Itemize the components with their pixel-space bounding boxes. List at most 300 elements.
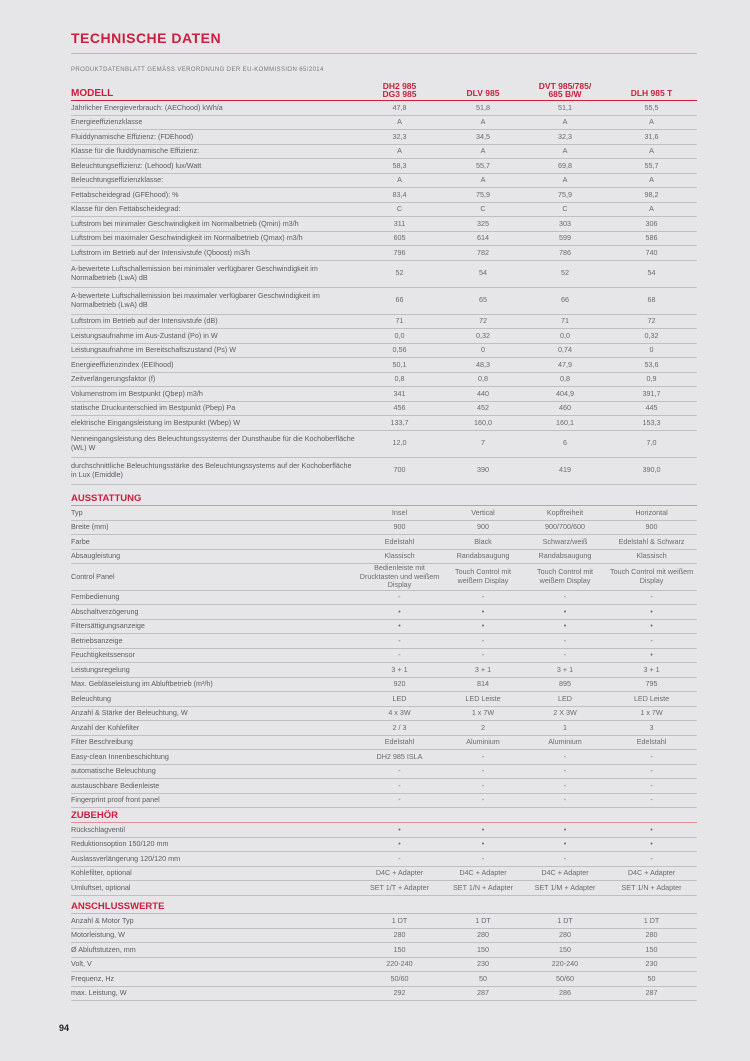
row-label: Absaugleistung [71, 549, 357, 564]
table-row [71, 549, 697, 564]
row-value: A [357, 144, 442, 159]
row-value: C [357, 202, 442, 217]
table-row [71, 358, 697, 373]
table-row [71, 663, 697, 678]
row-label: Typ [71, 506, 357, 521]
row-label: A-bewertete Luftschallemission bei minimaler verfügbarer Geschwindigkeit im Normalbetrieb (LwA) dB [71, 260, 357, 287]
row-value: 50/60 [524, 972, 606, 987]
table-row [71, 520, 697, 535]
table-row [71, 387, 697, 402]
section-header-row [71, 899, 697, 914]
row-value: - [606, 590, 697, 605]
section-title-anschlusswerte: ANSCHLUSSWERTE [71, 899, 697, 914]
row-value: 292 [357, 986, 442, 1001]
row-value: C [442, 202, 524, 217]
row-value: D4C + Adapter [357, 866, 442, 881]
table-row [71, 115, 697, 130]
row-value: 160,1 [524, 416, 606, 431]
row-value: 586 [606, 231, 697, 246]
row-label: automatische Beleuchtung [71, 764, 357, 779]
row-value: 230 [606, 957, 697, 972]
row-value: 1 [524, 721, 606, 736]
row-label: Reduktionsoption 150/120 mm [71, 837, 357, 852]
table-row [71, 677, 697, 692]
row-value: 700 [357, 457, 442, 484]
row-value: 900 [357, 520, 442, 535]
row-value: 75,9 [524, 188, 606, 203]
row-label: Volumenstrom im Bestpunkt (Qbep) m3/h [71, 387, 357, 402]
table-row [71, 144, 697, 159]
table-row [71, 343, 697, 358]
row-value: 456 [357, 401, 442, 416]
model-name-line: DLV 985 [466, 88, 500, 98]
row-value: 66 [357, 287, 442, 314]
row-value: - [357, 634, 442, 649]
row-value: 71 [524, 314, 606, 329]
row-value: 599 [524, 231, 606, 246]
row-label: Breite (mm) [71, 520, 357, 535]
row-value: 69,8 [524, 159, 606, 174]
modell-table [71, 82, 697, 485]
row-value: DH2 985 ISLA [357, 750, 442, 765]
row-value: Aluminium [524, 735, 606, 750]
row-label: Klasse für die fluiddynamische Effizienz: [71, 144, 357, 159]
row-value: Edelstahl & Schwarz [606, 535, 697, 550]
row-label: Filtersättigungsanzeige [71, 619, 357, 634]
row-value: Touch Control mit weißem Display [606, 564, 697, 591]
table-row [71, 401, 697, 416]
row-value: - [524, 750, 606, 765]
row-value: Horizontal [606, 506, 697, 521]
model-column-header [442, 82, 524, 101]
table-row [71, 957, 697, 972]
row-value: 0,32 [606, 329, 697, 344]
row-label: Farbe [71, 535, 357, 550]
row-value: 814 [442, 677, 524, 692]
model-name-line: DH2 985 [382, 81, 417, 91]
row-label: Volt, V [71, 957, 357, 972]
table-row [71, 590, 697, 605]
row-value: Touch Control mit weißem Display [524, 564, 606, 591]
row-value: 1 x 7W [606, 706, 697, 721]
table-row [71, 287, 697, 314]
section-header-row [71, 808, 697, 823]
row-value: - [606, 779, 697, 794]
row-label: Leistungsaufnahme im Aus-Zustand (Po) in W [71, 329, 357, 344]
section-header-row [71, 491, 697, 506]
table-row [71, 506, 697, 521]
table-row [71, 619, 697, 634]
row-value: Insel [357, 506, 442, 521]
row-value: Edelstahl [357, 535, 442, 550]
row-value: A [524, 173, 606, 188]
row-label: Kohlefilter, optional [71, 866, 357, 881]
row-label: Jährlicher Energieverbrauch: (AEChood) kWh/a [71, 101, 357, 116]
row-value: • [357, 837, 442, 852]
row-value: - [606, 852, 697, 867]
row-value: 795 [606, 677, 697, 692]
row-value: 2 X 3W [524, 706, 606, 721]
row-value: - [442, 764, 524, 779]
row-value: • [357, 823, 442, 838]
model-name-line: DG3 985 [382, 89, 417, 99]
row-value: 75,9 [442, 188, 524, 203]
row-label: Nenneingangsleistung des Beleuchtungssystems der Dunsthaube für die Kochoberfläche (WL) W [71, 430, 357, 457]
row-value: • [442, 619, 524, 634]
row-label: durchschnittliche Beleuchtungsstärke des Beleuchtungssystems auf der Kochoberfläche in Lux (Emiddle) [71, 457, 357, 484]
row-value: 83,4 [357, 188, 442, 203]
row-value: 7,0 [606, 430, 697, 457]
row-value: 782 [442, 246, 524, 261]
row-label: Luftstrom im Betrieb auf der Intensivstufe (dB) [71, 314, 357, 329]
row-value: 280 [442, 928, 524, 943]
row-label: Fernbedienung [71, 590, 357, 605]
row-value: - [606, 634, 697, 649]
row-label: austauschbare Bedienleiste [71, 779, 357, 794]
row-label: Leistungsregelung [71, 663, 357, 678]
row-value: 2 [442, 721, 524, 736]
row-value: 220-240 [357, 957, 442, 972]
row-value: Touch Control mit weißem Display [442, 564, 524, 591]
row-label: Motorleistung, W [71, 928, 357, 943]
table-row [71, 188, 697, 203]
row-value: 390,0 [606, 457, 697, 484]
table-row [71, 564, 697, 591]
row-value: 287 [606, 986, 697, 1001]
row-value: 445 [606, 401, 697, 416]
row-value: 6 [524, 430, 606, 457]
row-label: Auslassverlängerung 120/120 mm [71, 852, 357, 867]
row-value: 614 [442, 231, 524, 246]
row-value: D4C + Adapter [606, 866, 697, 881]
row-value: A [357, 173, 442, 188]
model-header-row [71, 82, 697, 101]
row-value: 3 + 1 [524, 663, 606, 678]
row-value: 341 [357, 387, 442, 402]
row-value: - [606, 750, 697, 765]
row-value: 32,3 [357, 130, 442, 145]
row-value: 303 [524, 217, 606, 232]
row-value: 390 [442, 457, 524, 484]
row-value: 160,0 [442, 416, 524, 431]
row-value: 52 [357, 260, 442, 287]
row-label: Betriebsanzeige [71, 634, 357, 649]
row-value: 2 / 3 [357, 721, 442, 736]
row-value: 286 [524, 986, 606, 1001]
row-value: D4C + Adapter [442, 866, 524, 881]
row-value: • [606, 619, 697, 634]
row-value: A [524, 144, 606, 159]
row-value: 31,6 [606, 130, 697, 145]
row-value: 53,6 [606, 358, 697, 373]
row-label: Frequenz, Hz [71, 972, 357, 987]
row-value: 34,5 [442, 130, 524, 145]
table-row [71, 202, 697, 217]
table-row [71, 706, 697, 721]
row-label: Easy-clean Innenbeschichtung [71, 750, 357, 765]
row-value: 796 [357, 246, 442, 261]
row-label: Energieeffizienzindex (EEIhood) [71, 358, 357, 373]
model-column-header [357, 82, 442, 101]
row-value: 0,8 [442, 372, 524, 387]
row-value: • [606, 837, 697, 852]
table-row [71, 881, 697, 896]
row-value: A [606, 115, 697, 130]
table-row [71, 735, 697, 750]
row-label: elektrische Eingangsleistung im Bestpunkt (Wbep) W [71, 416, 357, 431]
row-value: 306 [606, 217, 697, 232]
row-value: 65 [442, 287, 524, 314]
row-label: Fingerprint proof front panel [71, 793, 357, 808]
row-value: - [442, 779, 524, 794]
row-label: Energieeffizienzklasse [71, 115, 357, 130]
row-value: D4C + Adapter [524, 866, 606, 881]
row-value: 1 x 7W [442, 706, 524, 721]
row-value: C [524, 202, 606, 217]
row-value: 0,0 [524, 329, 606, 344]
row-label: Umluftset, optional [71, 881, 357, 896]
table-row [71, 721, 697, 736]
row-value: 72 [606, 314, 697, 329]
row-value: 55,5 [606, 101, 697, 116]
row-value: 133,7 [357, 416, 442, 431]
row-value: 52 [524, 260, 606, 287]
row-value: 895 [524, 677, 606, 692]
row-label: Anzahl & Motor Typ [71, 914, 357, 929]
table-row [71, 430, 697, 457]
row-value: 0,8 [524, 372, 606, 387]
row-value: - [606, 764, 697, 779]
row-value: 66 [524, 287, 606, 314]
row-value: - [357, 764, 442, 779]
row-value: 150 [524, 943, 606, 958]
row-value: - [524, 764, 606, 779]
row-value: A [442, 173, 524, 188]
row-value: - [524, 852, 606, 867]
row-value: 1 DT [357, 914, 442, 929]
row-label: Anzahl & Stärke der Beleuchtung, W [71, 706, 357, 721]
row-value: Schwarz/weiß [524, 535, 606, 550]
row-value: A [606, 173, 697, 188]
row-value: 153,3 [606, 416, 697, 431]
row-value: • [606, 605, 697, 620]
row-value: 786 [524, 246, 606, 261]
table-row [71, 764, 697, 779]
row-value: LED [357, 692, 442, 707]
row-value: SET 1/N + Adapter [606, 881, 697, 896]
page-subtitle: PRODUKTDATENBLATT GEMÄSS VERORDNUNG DER EU-KOMMISSION 65/2014 [71, 67, 324, 73]
row-value: 51,8 [442, 101, 524, 116]
row-value: 58,3 [357, 159, 442, 174]
row-value: - [524, 648, 606, 663]
row-label: Feuchtigkeitssensor [71, 648, 357, 663]
row-value: 0,56 [357, 343, 442, 358]
row-value: • [442, 837, 524, 852]
row-value: 419 [524, 457, 606, 484]
row-value: Klassisch [606, 549, 697, 564]
table-row [71, 823, 697, 838]
row-value: Randabsaugung [442, 549, 524, 564]
model-name-line: DLH 985 T [630, 88, 673, 98]
row-value: - [357, 852, 442, 867]
row-label: Luftstrom bei minimaler Geschwindigkeit im Normalbetrieb (Qmin) m3/h [71, 217, 357, 232]
model-column-header [606, 82, 697, 101]
row-value: 72 [442, 314, 524, 329]
table-row [71, 779, 697, 794]
page-number: 94 [59, 1023, 70, 1033]
row-label: Beleuchtung [71, 692, 357, 707]
row-value: Edelstahl [357, 735, 442, 750]
row-value: - [442, 852, 524, 867]
row-value: 50 [606, 972, 697, 987]
row-label: statische Druckunterschied im Bestpunkt (Pbep) Pa [71, 401, 357, 416]
table-row [71, 372, 697, 387]
row-value: 452 [442, 401, 524, 416]
row-label: Abschaltverzögerung [71, 605, 357, 620]
row-value: 230 [442, 957, 524, 972]
table-row [71, 260, 697, 287]
table-row [71, 928, 697, 943]
row-value: 0 [442, 343, 524, 358]
row-value: 48,3 [442, 358, 524, 373]
page-title: TECHNISCHE DATEN [71, 30, 222, 46]
row-label: A-bewertete Luftschallemission bei maximaler verfügbarer Geschwindigkeit im Normalbetrieb (LwA) dB [71, 287, 357, 314]
table-row [71, 173, 697, 188]
row-value: SET 1/M + Adapter [524, 881, 606, 896]
row-value: 32,3 [524, 130, 606, 145]
row-label: Luftstrom im Betrieb auf der Intensivstufe (Qboost) m3/h [71, 246, 357, 261]
row-label: Filter Beschreibung [71, 735, 357, 750]
row-value: 1 DT [606, 914, 697, 929]
table-row [71, 943, 697, 958]
row-label: Max. Gebläseleistung im Abluftbetrieb (m³/h) [71, 677, 357, 692]
row-value: 7 [442, 430, 524, 457]
row-value: 460 [524, 401, 606, 416]
row-value: 900 [442, 520, 524, 535]
row-label: Beleuchtungseffizienz: (Lehood) lux/Watt [71, 159, 357, 174]
row-value: 325 [442, 217, 524, 232]
row-label: Luftstrom bei maximaler Geschwindigkeit im Normalbetrieb (Qmax) m3/h [71, 231, 357, 246]
model-column-header [524, 82, 606, 101]
anschlusswerte-table [71, 899, 697, 1001]
row-value: 740 [606, 246, 697, 261]
table-row [71, 416, 697, 431]
row-value: 220-240 [524, 957, 606, 972]
table-row [71, 217, 697, 232]
row-value: 3 + 1 [357, 663, 442, 678]
row-value: 150 [442, 943, 524, 958]
row-value: 605 [357, 231, 442, 246]
row-value: 0,0 [357, 329, 442, 344]
table-row [71, 231, 697, 246]
row-value: 71 [357, 314, 442, 329]
row-value: 12,0 [357, 430, 442, 457]
row-label: Leistungsaufnahme im Bereitschaftszustand (Ps) W [71, 343, 357, 358]
table-row [71, 972, 697, 987]
row-value: • [606, 823, 697, 838]
table-row [71, 648, 697, 663]
row-value: - [357, 779, 442, 794]
row-value: - [357, 648, 442, 663]
row-value: Vertical [442, 506, 524, 521]
row-value: • [357, 619, 442, 634]
table-row [71, 101, 697, 116]
row-label: Ø Abluftstutzen, mm [71, 943, 357, 958]
row-value: 55,7 [442, 159, 524, 174]
row-value: A [606, 202, 697, 217]
row-value: 150 [357, 943, 442, 958]
row-value: A [606, 144, 697, 159]
row-value: Black [442, 535, 524, 550]
row-value: - [606, 793, 697, 808]
row-value: 47,8 [357, 101, 442, 116]
row-label: max. Leistung, W [71, 986, 357, 1001]
table-row [71, 837, 697, 852]
row-value: 311 [357, 217, 442, 232]
row-value: 404,9 [524, 387, 606, 402]
section-title-ausstattung: AUSSTATTUNG [71, 491, 697, 506]
row-label: Control Panel [71, 564, 357, 591]
row-value: 1 DT [524, 914, 606, 929]
row-value: - [442, 590, 524, 605]
row-value: 391,7 [606, 387, 697, 402]
row-value: 54 [606, 260, 697, 287]
row-value: 50,1 [357, 358, 442, 373]
row-value: 0,74 [524, 343, 606, 358]
row-value: • [442, 823, 524, 838]
row-label: Klasse für den Fettabscheidegrad: [71, 202, 357, 217]
row-value: LED Leiste [442, 692, 524, 707]
row-value: 1 DT [442, 914, 524, 929]
table-row [71, 130, 697, 145]
row-value: A [442, 115, 524, 130]
model-name-line: 685 B/W [548, 89, 582, 99]
table-row [71, 634, 697, 649]
row-value: 0,9 [606, 372, 697, 387]
row-value: 0 [606, 343, 697, 358]
table-row [71, 866, 697, 881]
row-value: - [442, 793, 524, 808]
row-value: 280 [524, 928, 606, 943]
table-row [71, 914, 697, 929]
row-label: Rückschlagventil [71, 823, 357, 838]
row-value: 900 [606, 520, 697, 535]
row-value: 150 [606, 943, 697, 958]
row-value: - [442, 750, 524, 765]
table-row [71, 750, 697, 765]
row-value: 68 [606, 287, 697, 314]
title-divider [71, 53, 697, 54]
row-value: 3 + 1 [606, 663, 697, 678]
row-value: • [357, 605, 442, 620]
row-value: 280 [606, 928, 697, 943]
table-row [71, 692, 697, 707]
row-value: A [357, 115, 442, 130]
row-value: • [524, 605, 606, 620]
row-value: 440 [442, 387, 524, 402]
row-value: - [524, 634, 606, 649]
row-value: Randabsaugung [524, 549, 606, 564]
row-value: - [442, 634, 524, 649]
row-label: Anzahl der Kohlefilter [71, 721, 357, 736]
row-value: SET 1/N + Adapter [442, 881, 524, 896]
row-value: Klassisch [357, 549, 442, 564]
row-value: 287 [442, 986, 524, 1001]
row-value: - [524, 779, 606, 794]
row-value: 54 [442, 260, 524, 287]
row-label: Fettabscheidegrad (GFEhood): % [71, 188, 357, 203]
row-value: 280 [357, 928, 442, 943]
